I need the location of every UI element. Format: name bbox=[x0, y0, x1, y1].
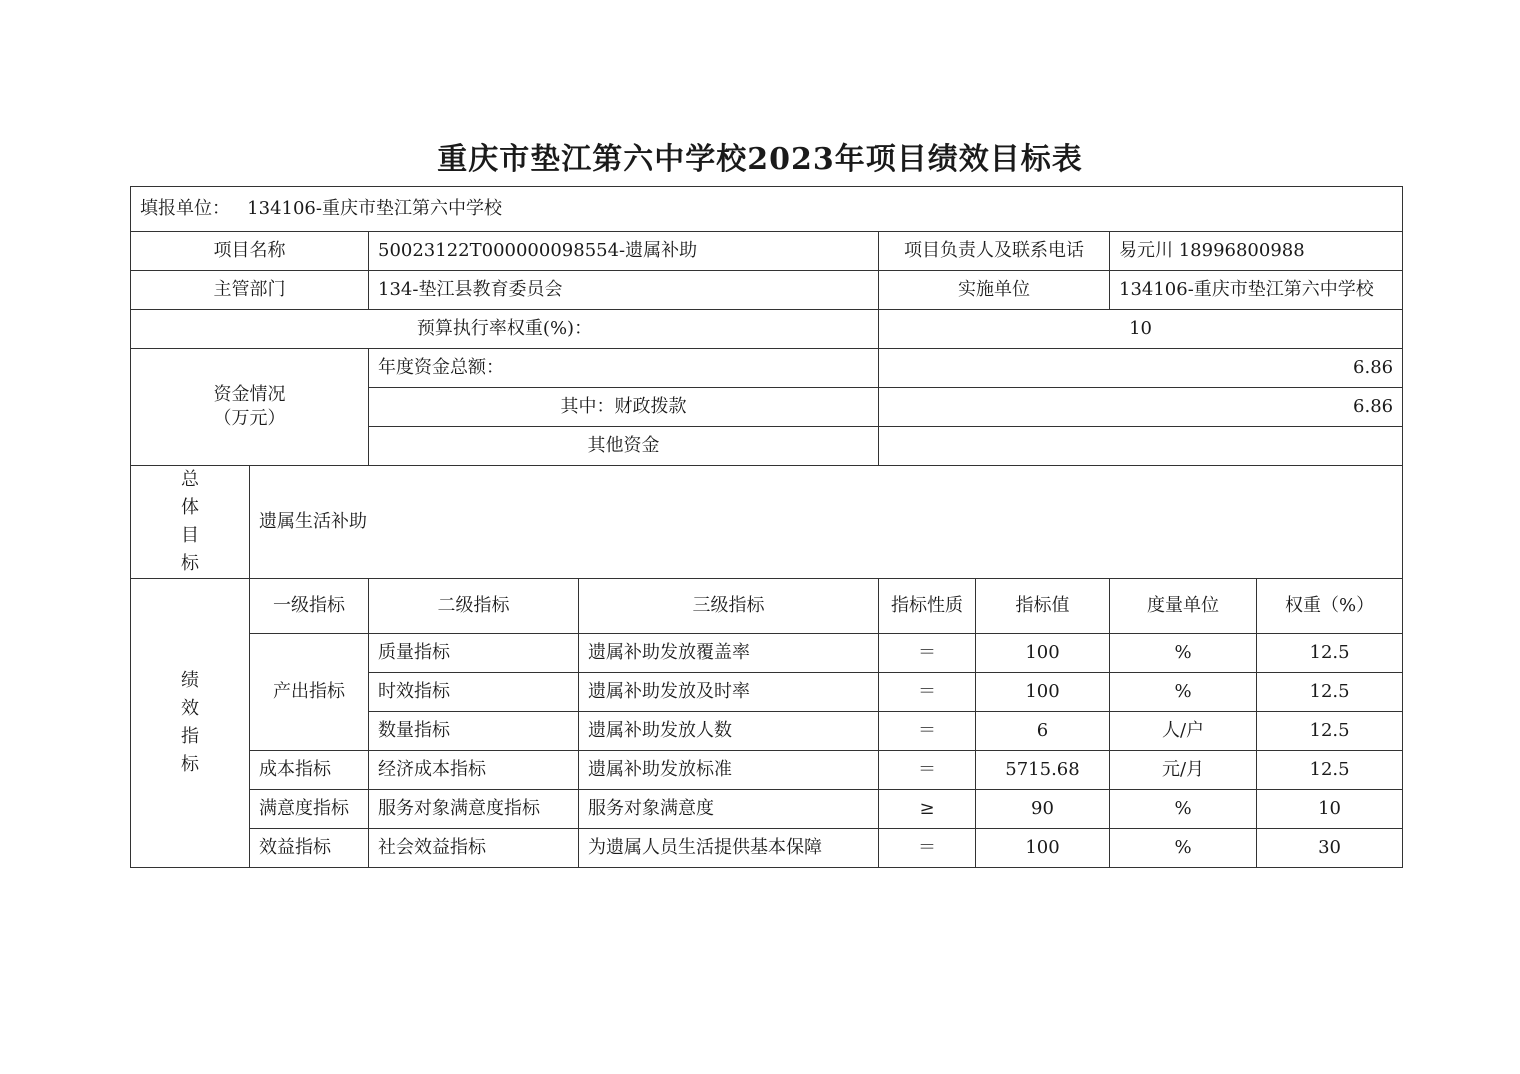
funds-total-row bbox=[131, 349, 1403, 388]
fill-unit-row bbox=[131, 187, 1403, 232]
project-name-label: 项目名称 bbox=[131, 232, 369, 271]
page-title: 重庆市垫江第六中学校2023年项目绩效目标表 bbox=[437, 142, 1083, 177]
budget-rate-row bbox=[131, 310, 1403, 349]
row-unit: % bbox=[1110, 829, 1257, 868]
project-row bbox=[131, 232, 1403, 271]
row-level2: 质量指标 bbox=[369, 634, 579, 673]
row-level2: 服务对象满意度指标 bbox=[369, 790, 579, 829]
output-group-label: 产出指标 bbox=[250, 634, 369, 751]
row-level2: 时效指标 bbox=[369, 673, 579, 712]
row-nature: ≥ bbox=[879, 790, 976, 829]
row-value: 90 bbox=[976, 790, 1110, 829]
row-nature: ＝ bbox=[879, 673, 976, 712]
perf-header-row bbox=[131, 579, 1403, 634]
performance-table bbox=[130, 186, 1403, 868]
funds-other-label: 其他资金 bbox=[369, 427, 879, 466]
fill-unit-label: 填报单位： bbox=[140, 198, 230, 220]
row-level2: 经济成本指标 bbox=[369, 751, 579, 790]
budget-rate-value: 10 bbox=[879, 310, 1403, 349]
row-weight: 30 bbox=[1257, 829, 1403, 868]
row-level2: 社会效益指标 bbox=[369, 829, 579, 868]
row-level3: 遗属补助发放人数 bbox=[579, 712, 879, 751]
table-row bbox=[131, 829, 1403, 868]
project-owner-label: 项目负责人及联系电话 bbox=[879, 232, 1110, 271]
row-weight: 12.5 bbox=[1257, 634, 1403, 673]
row-nature: ＝ bbox=[879, 712, 976, 751]
goal-value: 遗属生活补助 bbox=[250, 466, 1403, 579]
table-row bbox=[131, 790, 1403, 829]
row-unit: % bbox=[1110, 634, 1257, 673]
row-weight: 10 bbox=[1257, 790, 1403, 829]
funds-label-line1: 资金情况 bbox=[213, 384, 286, 405]
row-level3: 遗属补助发放标准 bbox=[579, 751, 879, 790]
row-unit: 人/户 bbox=[1110, 712, 1257, 751]
funds-label bbox=[131, 349, 369, 466]
row-unit: % bbox=[1110, 790, 1257, 829]
funds-label-line2: （万元） bbox=[213, 408, 286, 429]
row-weight: 12.5 bbox=[1257, 712, 1403, 751]
header-level3: 三级指标 bbox=[579, 579, 879, 634]
row-level3: 遗属补助发放及时率 bbox=[579, 673, 879, 712]
header-value: 指标值 bbox=[976, 579, 1110, 634]
row-level3: 为遗属人员生活提供基本保障 bbox=[579, 829, 879, 868]
row-nature: ＝ bbox=[879, 751, 976, 790]
row-value: 5715.68 bbox=[976, 751, 1110, 790]
header-nature: 指标性质 bbox=[879, 579, 976, 634]
table-row bbox=[131, 751, 1403, 790]
row-level2: 数量指标 bbox=[369, 712, 579, 751]
fill-unit-cell bbox=[131, 187, 1403, 232]
header-level1: 一级指标 bbox=[250, 579, 369, 634]
row-weight: 12.5 bbox=[1257, 673, 1403, 712]
perf-label-cell bbox=[131, 579, 250, 868]
funds-total-label: 年度资金总额： bbox=[369, 349, 879, 388]
dept-label: 主管部门 bbox=[131, 271, 369, 310]
project-owner-value: 易元川 18996800988 bbox=[1110, 232, 1403, 271]
row-unit: % bbox=[1110, 673, 1257, 712]
funds-other-value bbox=[879, 427, 1403, 466]
fill-unit-value: 134106-重庆市垫江第六中学校 bbox=[247, 198, 502, 220]
row-level3: 遗属补助发放覆盖率 bbox=[579, 634, 879, 673]
row-value: 6 bbox=[976, 712, 1110, 751]
project-name-value: 50023122T000000098554-遗属补助 bbox=[369, 232, 879, 271]
row-weight: 12.5 bbox=[1257, 751, 1403, 790]
row-level3: 服务对象满意度 bbox=[579, 790, 879, 829]
header-level2: 二级指标 bbox=[369, 579, 579, 634]
row-level1: 成本指标 bbox=[250, 751, 369, 790]
table-row bbox=[131, 634, 1403, 673]
goal-row bbox=[131, 466, 1403, 579]
budget-rate-label: 预算执行率权重(%)： bbox=[131, 310, 879, 349]
row-nature: ＝ bbox=[879, 829, 976, 868]
dept-row bbox=[131, 271, 1403, 310]
funds-fiscal-value: 6.86 bbox=[879, 388, 1403, 427]
row-value: 100 bbox=[976, 673, 1110, 712]
row-nature: ＝ bbox=[879, 634, 976, 673]
goal-label-cell bbox=[131, 466, 250, 579]
dept-value: 134-垫江县教育委员会 bbox=[369, 271, 879, 310]
row-level1: 满意度指标 bbox=[250, 790, 369, 829]
header-unit: 度量单位 bbox=[1110, 579, 1257, 634]
row-value: 100 bbox=[976, 634, 1110, 673]
impl-unit-value: 134106-重庆市垫江第六中学校 bbox=[1110, 271, 1403, 310]
funds-fiscal-label: 其中：财政拨款 bbox=[369, 388, 879, 427]
funds-total-value: 6.86 bbox=[879, 349, 1403, 388]
header-weight: 权重（%） bbox=[1257, 579, 1403, 634]
impl-unit-label: 实施单位 bbox=[879, 271, 1110, 310]
row-level1: 效益指标 bbox=[250, 829, 369, 868]
row-value: 100 bbox=[976, 829, 1110, 868]
goal-label: 总体目标 bbox=[180, 469, 199, 574]
perf-label: 绩效指标 bbox=[180, 670, 199, 775]
row-unit: 元/月 bbox=[1110, 751, 1257, 790]
